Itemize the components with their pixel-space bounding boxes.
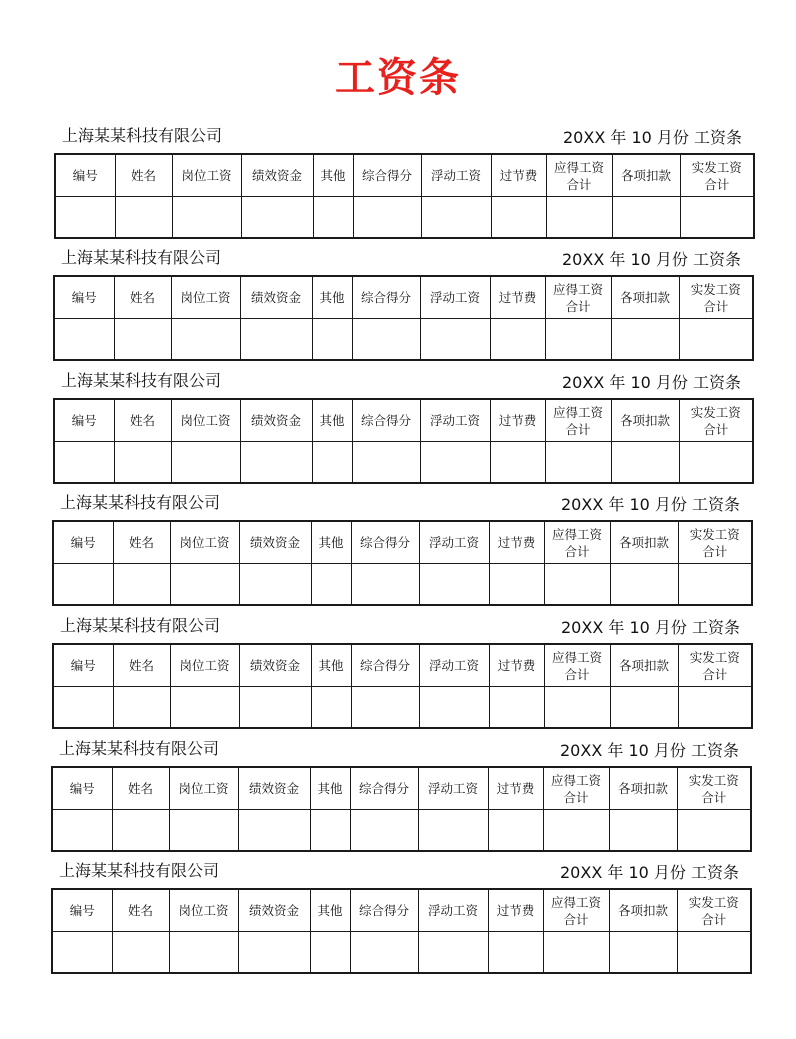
table-header-row <box>54 276 753 319</box>
column-header-label: 其他 <box>319 413 345 428</box>
value-cell[interactable] <box>678 687 752 729</box>
value-cell[interactable] <box>609 810 677 852</box>
column-header <box>239 521 311 564</box>
column-header-label: 综合得分 <box>358 903 409 918</box>
value-cell[interactable] <box>544 687 610 729</box>
payslip-header <box>53 370 753 398</box>
company-name: 上海某某科技有限公司 <box>60 493 221 512</box>
value-cell[interactable] <box>54 319 114 361</box>
payslip-table <box>53 398 754 484</box>
column-header <box>677 889 751 932</box>
payslip <box>53 247 753 365</box>
value-cell[interactable] <box>421 197 491 239</box>
value-cell[interactable] <box>609 932 677 974</box>
column-header <box>352 399 420 442</box>
column-header-label: 编号 <box>72 168 98 183</box>
column-header-label: 各项扣款 <box>617 903 668 918</box>
payslip-header <box>52 615 752 643</box>
value-cell[interactable] <box>545 319 611 361</box>
column-header <box>169 889 238 932</box>
column-header <box>546 154 612 197</box>
value-cell[interactable] <box>239 564 311 606</box>
column-header-label: 浮动工资 <box>427 781 478 796</box>
value-cell[interactable] <box>611 319 679 361</box>
column-header-label: 各项扣款 <box>618 658 669 673</box>
column-header <box>420 276 490 319</box>
value-cell[interactable] <box>169 932 238 974</box>
value-cell[interactable] <box>238 810 310 852</box>
column-header-label: 各项扣款 <box>620 168 671 183</box>
value-cell[interactable] <box>545 442 611 484</box>
column-header-label: 编号 <box>71 290 97 305</box>
table-header-row <box>52 767 751 810</box>
column-header-label-line2: 合计 <box>701 789 727 805</box>
column-header-label: 综合得分 <box>360 290 411 305</box>
pay-period: 20XX 年 10 月份 工资条 <box>562 373 741 392</box>
value-cell[interactable] <box>418 932 488 974</box>
column-header-label-line2: 合计 <box>703 298 729 314</box>
column-header <box>488 767 543 810</box>
value-cell[interactable] <box>351 564 419 606</box>
column-header <box>310 889 350 932</box>
payslip <box>51 738 751 856</box>
column-header <box>490 399 545 442</box>
payslip-table <box>54 153 755 239</box>
value-cell[interactable] <box>490 319 545 361</box>
value-cell[interactable] <box>53 564 113 606</box>
column-header-label-line2: 合计 <box>702 666 728 682</box>
value-cell[interactable] <box>488 810 543 852</box>
column-header-label: 实发工资 <box>688 772 739 788</box>
payslip-table <box>52 520 753 606</box>
column-header-label: 编号 <box>71 413 97 428</box>
value-cell[interactable] <box>419 687 489 729</box>
column-header-label: 浮动工资 <box>429 413 480 428</box>
value-cell[interactable] <box>171 442 240 484</box>
column-header-label: 应得工资 <box>552 404 603 420</box>
value-cell[interactable] <box>240 442 312 484</box>
column-header <box>545 276 611 319</box>
column-header <box>238 767 310 810</box>
column-header <box>53 644 113 687</box>
column-header-label: 其他 <box>319 290 345 305</box>
column-header-label: 姓名 <box>127 781 153 796</box>
payslip-header <box>51 860 751 888</box>
column-header <box>350 767 418 810</box>
column-header-label: 其他 <box>320 168 346 183</box>
column-header <box>313 154 353 197</box>
value-cell[interactable] <box>543 932 609 974</box>
value-cell[interactable] <box>312 442 352 484</box>
column-header-label: 实发工资 <box>689 649 740 665</box>
column-header <box>52 767 112 810</box>
column-header-label: 岗位工资 <box>178 781 229 796</box>
payslip <box>51 860 751 978</box>
column-header-label: 浮动工资 <box>429 290 480 305</box>
column-header-label-line2: 合计 <box>565 421 591 437</box>
column-header-label: 过节费 <box>497 658 536 673</box>
value-cell[interactable] <box>679 319 753 361</box>
column-header-label: 应得工资 <box>551 526 602 542</box>
value-cell[interactable] <box>53 687 113 729</box>
column-header-label: 其他 <box>317 903 343 918</box>
payslip <box>52 492 752 610</box>
column-header <box>114 276 171 319</box>
value-cell[interactable] <box>489 687 544 729</box>
value-cell[interactable] <box>490 442 545 484</box>
value-cell[interactable] <box>680 197 754 239</box>
value-cell[interactable] <box>312 319 352 361</box>
table-row <box>55 197 754 239</box>
value-cell[interactable] <box>171 319 240 361</box>
column-header-label: 其他 <box>317 781 343 796</box>
column-header-label: 编号 <box>69 903 95 918</box>
column-header <box>352 276 420 319</box>
page-title: 工资条 <box>335 55 461 101</box>
pay-period: 20XX 年 10 月份 工资条 <box>560 741 739 760</box>
column-header-label: 应得工资 <box>551 649 602 665</box>
value-cell[interactable] <box>420 319 490 361</box>
value-cell[interactable] <box>679 442 753 484</box>
column-header-label: 过节费 <box>496 903 535 918</box>
value-cell[interactable] <box>172 197 241 239</box>
table-header-row <box>54 399 753 442</box>
column-header <box>311 521 351 564</box>
column-header-label-line2: 合计 <box>703 421 729 437</box>
column-header-label: 综合得分 <box>360 413 411 428</box>
column-header <box>678 521 752 564</box>
column-header-label: 绩效资金 <box>249 658 300 673</box>
column-header <box>543 767 609 810</box>
column-header <box>679 399 753 442</box>
column-header-label: 综合得分 <box>359 535 410 550</box>
value-cell[interactable] <box>350 932 418 974</box>
column-header <box>544 521 610 564</box>
value-cell[interactable] <box>610 687 678 729</box>
column-header-label: 岗位工资 <box>180 290 231 305</box>
column-header-label: 绩效资金 <box>250 413 301 428</box>
value-cell[interactable] <box>241 197 313 239</box>
payslip-table <box>52 643 753 729</box>
column-header-label: 姓名 <box>127 903 153 918</box>
value-cell[interactable] <box>313 197 353 239</box>
value-cell[interactable] <box>677 932 751 974</box>
value-cell[interactable] <box>310 932 350 974</box>
column-header-label: 浮动工资 <box>428 658 479 673</box>
column-header-label: 浮动工资 <box>427 903 478 918</box>
column-header <box>240 399 312 442</box>
column-header <box>115 154 172 197</box>
value-cell[interactable] <box>612 197 680 239</box>
value-cell[interactable] <box>418 810 488 852</box>
column-header-label: 各项扣款 <box>618 535 669 550</box>
column-header <box>489 521 544 564</box>
payslip-table <box>51 766 752 852</box>
column-header-label: 编号 <box>69 781 95 796</box>
value-cell[interactable] <box>114 319 171 361</box>
value-cell[interactable] <box>350 810 418 852</box>
table-row <box>53 687 752 729</box>
column-header-label: 浮动工资 <box>430 168 481 183</box>
value-cell[interactable] <box>115 197 172 239</box>
column-header <box>240 276 312 319</box>
value-cell[interactable] <box>112 932 169 974</box>
column-header <box>490 276 545 319</box>
value-cell[interactable] <box>543 810 609 852</box>
column-header-label-line2: 合计 <box>701 911 727 927</box>
column-header <box>612 154 680 197</box>
column-header-label: 岗位工资 <box>180 413 231 428</box>
column-header <box>420 399 490 442</box>
column-header <box>112 889 169 932</box>
table-row <box>54 319 753 361</box>
company-name: 上海某某科技有限公司 <box>59 739 220 758</box>
company-name: 上海某某科技有限公司 <box>62 126 223 145</box>
column-header <box>610 521 678 564</box>
column-header-label: 各项扣款 <box>619 290 670 305</box>
column-header <box>350 889 418 932</box>
value-cell[interactable] <box>420 442 490 484</box>
value-cell[interactable] <box>610 564 678 606</box>
column-header-label: 岗位工资 <box>179 535 230 550</box>
table-header-row <box>52 889 751 932</box>
column-header <box>679 276 753 319</box>
payslip-table <box>53 275 754 361</box>
column-header <box>677 767 751 810</box>
value-cell[interactable] <box>238 932 310 974</box>
pay-period: 20XX 年 10 月份 工资条 <box>560 863 739 882</box>
table-header-row <box>53 644 752 687</box>
column-header <box>491 154 546 197</box>
column-header <box>610 644 678 687</box>
value-cell[interactable] <box>170 564 239 606</box>
payslip <box>53 370 753 488</box>
payslip-header <box>53 247 753 275</box>
column-header-label: 过节费 <box>497 535 536 550</box>
payslip <box>54 125 754 243</box>
column-header <box>543 889 609 932</box>
column-header <box>241 154 313 197</box>
column-header-label: 过节费 <box>499 168 538 183</box>
column-header <box>609 767 677 810</box>
column-header-label: 实发工资 <box>689 526 740 542</box>
payslip-table <box>51 888 752 974</box>
column-header <box>488 889 543 932</box>
value-cell[interactable] <box>311 564 351 606</box>
column-header <box>54 276 114 319</box>
column-header-label: 姓名 <box>128 535 154 550</box>
column-header-label: 实发工资 <box>688 894 739 910</box>
column-header-label-line2: 合计 <box>564 543 590 559</box>
column-header <box>611 276 679 319</box>
column-header-label: 应得工资 <box>550 894 601 910</box>
value-cell[interactable] <box>112 810 169 852</box>
value-cell[interactable] <box>239 687 311 729</box>
column-header <box>171 399 240 442</box>
column-header <box>169 767 238 810</box>
column-header-label-line2: 合计 <box>702 543 728 559</box>
value-cell[interactable] <box>491 197 546 239</box>
column-header-label: 综合得分 <box>361 168 412 183</box>
column-header-label-line2: 合计 <box>564 666 590 682</box>
column-header-label-line2: 合计 <box>563 789 589 805</box>
value-cell[interactable] <box>677 810 751 852</box>
pay-period: 20XX 年 10 月份 工资条 <box>563 128 742 147</box>
column-header <box>239 644 311 687</box>
company-name: 上海某某科技有限公司 <box>61 248 222 267</box>
table-header-row <box>55 154 754 197</box>
column-header <box>544 644 610 687</box>
value-cell[interactable] <box>310 810 350 852</box>
column-header <box>351 644 419 687</box>
table-row <box>52 810 751 852</box>
value-cell[interactable] <box>419 564 489 606</box>
company-name: 上海某某科技有限公司 <box>61 371 222 390</box>
value-cell[interactable] <box>546 197 612 239</box>
value-cell[interactable] <box>678 564 752 606</box>
column-header-label: 姓名 <box>129 413 155 428</box>
column-header-label: 绩效资金 <box>248 903 299 918</box>
column-header <box>351 521 419 564</box>
column-header-label: 实发工资 <box>691 159 742 175</box>
column-header-label: 岗位工资 <box>178 903 229 918</box>
value-cell[interactable] <box>351 687 419 729</box>
value-cell[interactable] <box>55 197 115 239</box>
column-header-label: 绩效资金 <box>251 168 302 183</box>
column-header-label: 姓名 <box>130 168 156 183</box>
column-header-label: 岗位工资 <box>181 168 232 183</box>
column-header <box>170 644 239 687</box>
column-header-label-line2: 合计 <box>565 298 591 314</box>
column-header <box>312 276 352 319</box>
column-header <box>171 276 240 319</box>
column-header-label: 姓名 <box>129 290 155 305</box>
table-row <box>54 442 753 484</box>
column-header-label: 姓名 <box>128 658 154 673</box>
column-header-label: 综合得分 <box>359 658 410 673</box>
value-cell[interactable] <box>352 442 420 484</box>
column-header-label: 其他 <box>318 658 344 673</box>
column-header-label: 过节费 <box>498 290 537 305</box>
value-cell[interactable] <box>489 564 544 606</box>
value-cell[interactable] <box>611 442 679 484</box>
column-header <box>353 154 421 197</box>
table-row <box>52 932 751 974</box>
column-header-label: 编号 <box>70 535 96 550</box>
column-header-label-line2: 合计 <box>563 911 589 927</box>
column-header <box>53 521 113 564</box>
column-header <box>312 399 352 442</box>
company-name: 上海某某科技有限公司 <box>59 861 220 880</box>
column-header <box>172 154 241 197</box>
column-header <box>418 767 488 810</box>
column-header-label-line2: 合计 <box>566 176 592 192</box>
column-header-label: 各项扣款 <box>619 413 670 428</box>
value-cell[interactable] <box>353 197 421 239</box>
pay-period: 20XX 年 10 月份 工资条 <box>562 250 741 269</box>
company-name: 上海某某科技有限公司 <box>60 616 221 635</box>
value-cell[interactable] <box>114 442 171 484</box>
column-header <box>545 399 611 442</box>
column-header-label: 应得工资 <box>550 772 601 788</box>
value-cell[interactable] <box>52 932 112 974</box>
column-header <box>238 889 310 932</box>
column-header <box>678 644 752 687</box>
column-header <box>680 154 754 197</box>
column-header-label: 其他 <box>318 535 344 550</box>
payslip-header <box>52 492 752 520</box>
value-cell[interactable] <box>113 687 170 729</box>
column-header <box>114 399 171 442</box>
payslip-header <box>51 738 751 766</box>
column-header <box>611 399 679 442</box>
column-header-label: 各项扣款 <box>617 781 668 796</box>
column-header-label: 综合得分 <box>358 781 409 796</box>
value-cell[interactable] <box>352 319 420 361</box>
column-header <box>609 889 677 932</box>
value-cell[interactable] <box>544 564 610 606</box>
value-cell[interactable] <box>169 810 238 852</box>
value-cell[interactable] <box>488 932 543 974</box>
column-header <box>113 644 170 687</box>
column-header-label: 实发工资 <box>690 281 741 297</box>
column-header-label: 绩效资金 <box>248 781 299 796</box>
column-header <box>52 889 112 932</box>
pay-period: 20XX 年 10 月份 工资条 <box>561 495 740 514</box>
column-header <box>54 399 114 442</box>
value-cell[interactable] <box>54 442 114 484</box>
value-cell[interactable] <box>311 687 351 729</box>
column-header <box>55 154 115 197</box>
value-cell[interactable] <box>240 319 312 361</box>
payslip-header <box>54 125 754 153</box>
column-header-label: 应得工资 <box>553 159 604 175</box>
column-header-label: 编号 <box>70 658 96 673</box>
column-header <box>419 521 489 564</box>
column-header-label: 浮动工资 <box>428 535 479 550</box>
column-header <box>112 767 169 810</box>
payslip <box>52 615 752 733</box>
column-header-label-line2: 合计 <box>704 176 730 192</box>
column-header <box>418 889 488 932</box>
table-header-row <box>53 521 752 564</box>
column-header-label: 过节费 <box>496 781 535 796</box>
table-row <box>53 564 752 606</box>
column-header <box>489 644 544 687</box>
column-header-label: 岗位工资 <box>179 658 230 673</box>
value-cell[interactable] <box>170 687 239 729</box>
column-header <box>311 644 351 687</box>
column-header <box>419 644 489 687</box>
column-header-label: 实发工资 <box>690 404 741 420</box>
column-header-label: 绩效资金 <box>250 290 301 305</box>
pay-period: 20XX 年 10 月份 工资条 <box>561 618 740 637</box>
column-header-label: 应得工资 <box>552 281 603 297</box>
column-header <box>170 521 239 564</box>
column-header <box>113 521 170 564</box>
value-cell[interactable] <box>113 564 170 606</box>
column-header-label: 过节费 <box>498 413 537 428</box>
column-header-label: 绩效资金 <box>249 535 300 550</box>
value-cell[interactable] <box>52 810 112 852</box>
column-header <box>421 154 491 197</box>
column-header <box>310 767 350 810</box>
